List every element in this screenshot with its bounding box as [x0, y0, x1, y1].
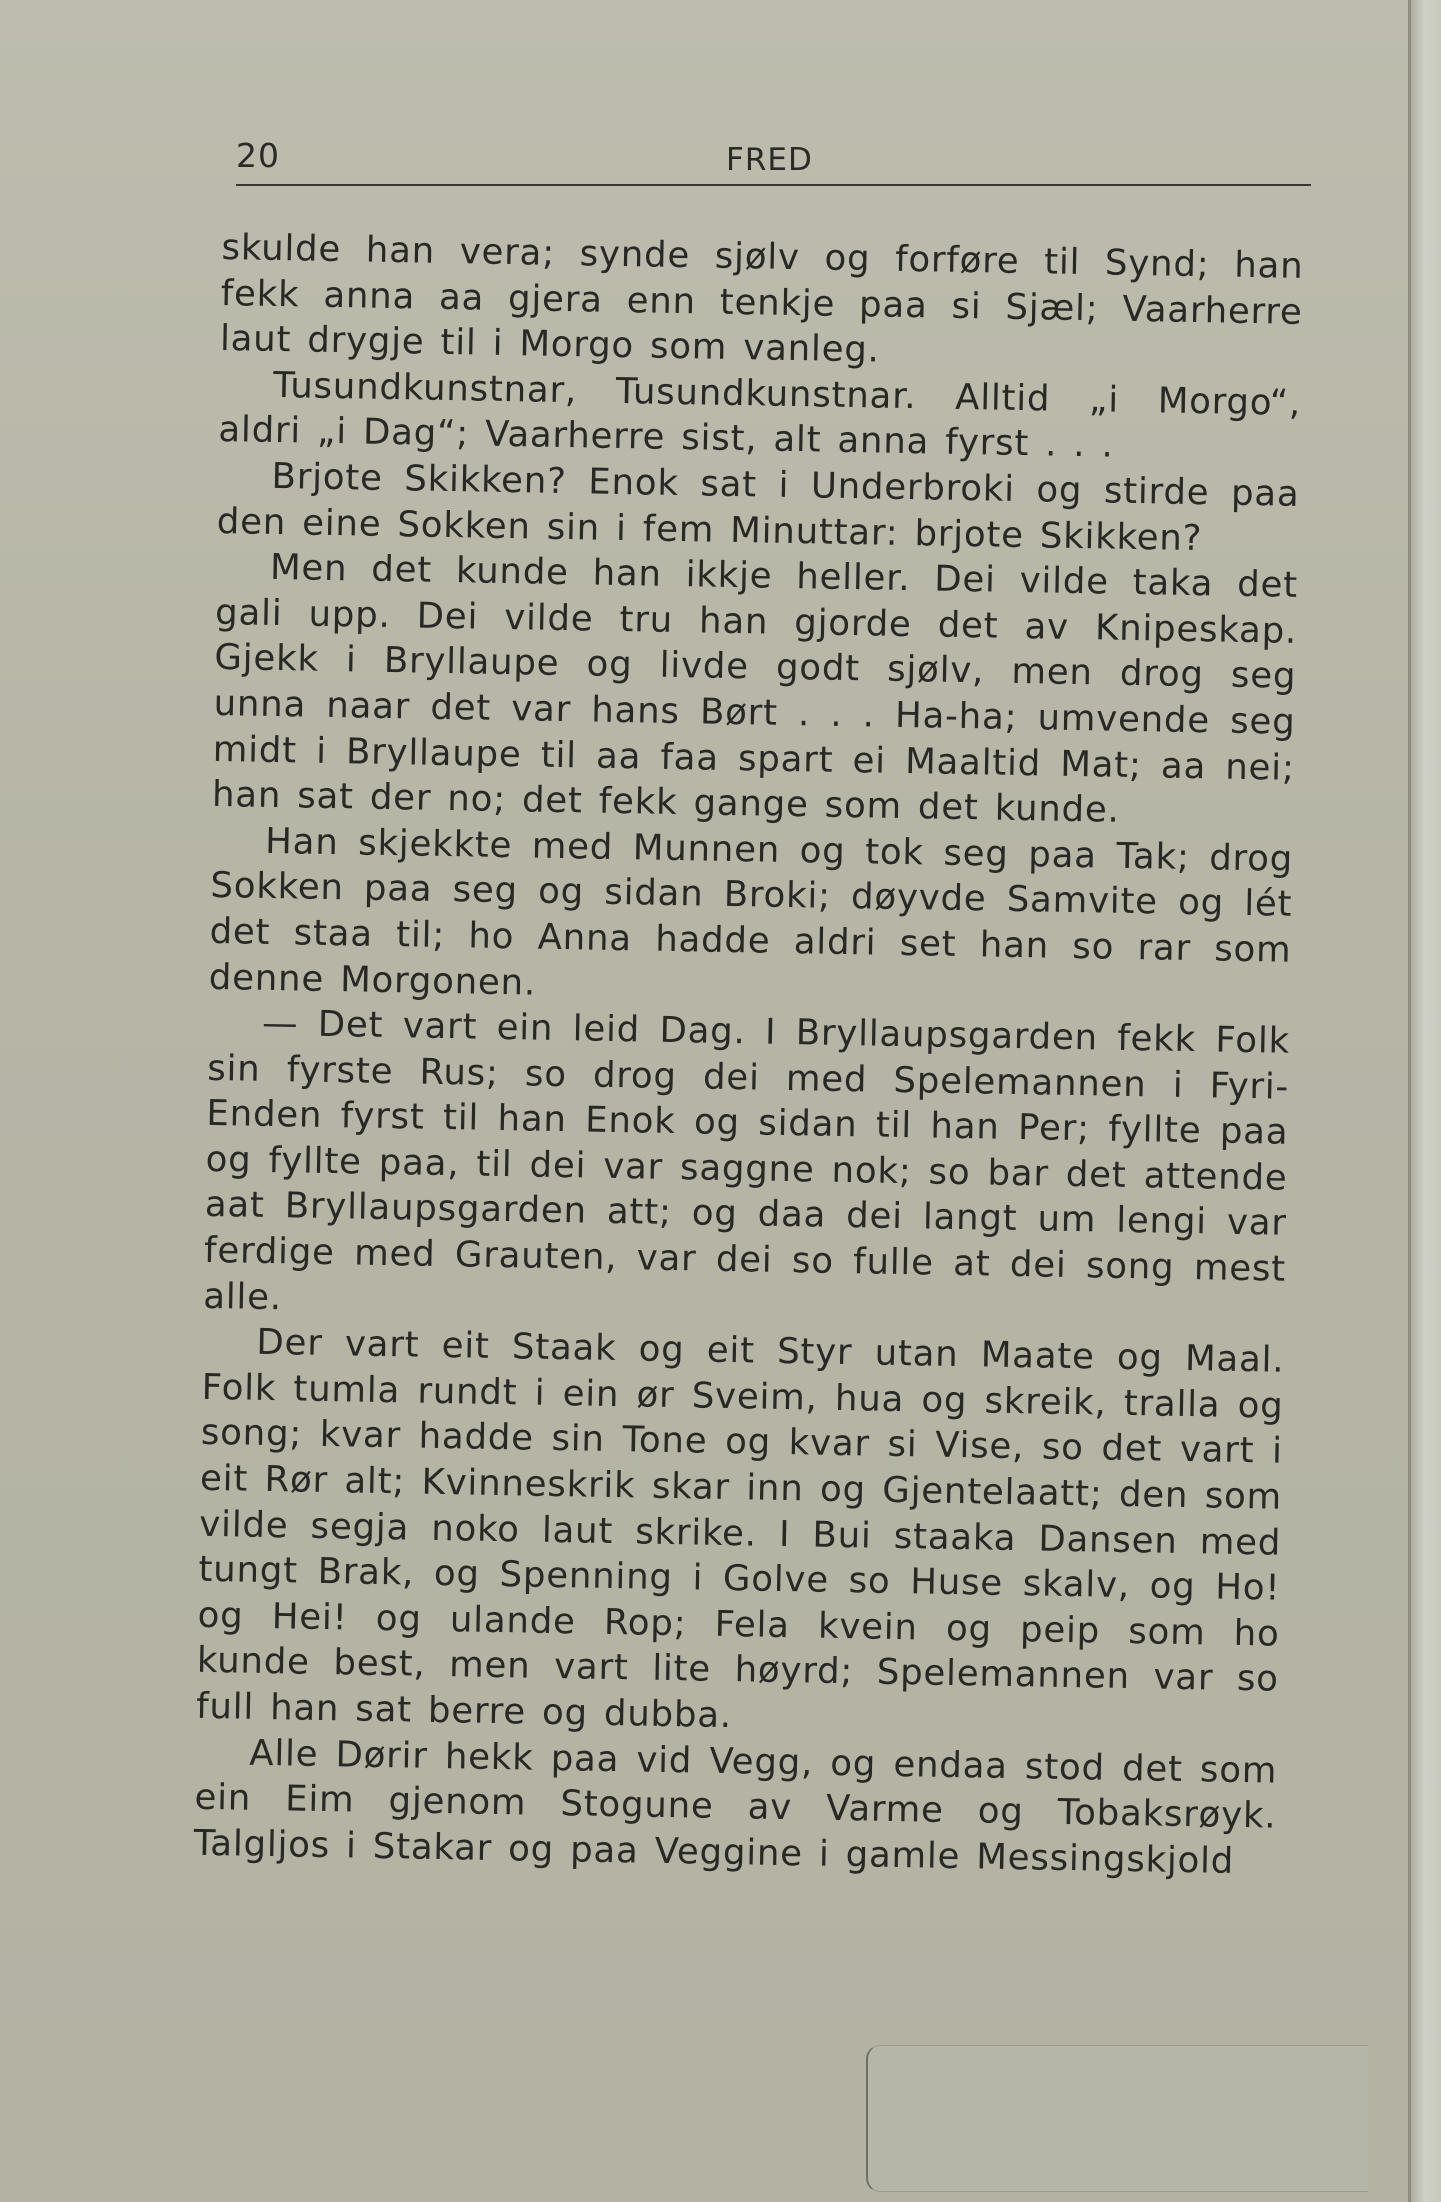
- body-text: [193, 225, 1303, 1885]
- scan-clip-mark: [866, 2045, 1368, 2192]
- page-number: 20: [236, 136, 280, 175]
- page-header: [236, 136, 1308, 176]
- paragraph: Han skjekkte med Munnen og tok seg paa Tak; drog Sokken paa seg og sidan Broki; døyvde Samvite og lét det staa til; ho Anna hadde aldri set han so rar som denne Morgonen.: [208, 820, 1294, 1004]
- paragraph: skulde han vera; synde sjølv og forføre til Synd; han fekk anna aa gjera enn tenkje paa si Sjæl; Vaarherre laut drygje til i Morgo som vanleg.: [219, 226, 1304, 371]
- header-rule: [236, 184, 1311, 186]
- paragraph: Der vart eit Staak og eit Styr utan Maate og Maal. Folk tumla rundt i ein ør Sveim, hua og skreik, tralla og song; kvar hadde sin Tone og kvar si Vise, so det vart i eit Rør alt; Kvinneskrik skar inn og Gjentelaatt; den som vilde segja noko laut skrike. I Bui staaka Dansen med tungt Brak, og Spenning i Golve so Huse skalv, og Ho! og Hei! og ulande Rop; Fela kvein og peip som ho kunde best, men vart lite høyrd; Spelemannen var so full han sat berre og dubba.: [195, 1322, 1285, 1737]
- paragraph: Men det kunde han ikkje heller. Dei vilde taka det gali upp. Dei vilde tru han gjorde det av Knipeskap. Gjekk i Bryllaupe og livde godt sjølv, men drog seg unna naar det var hans Børt . . . Ha-ha; umvende seg midt i Bryllaupe til aa faa spart ei Maaltid Mat; aa nei; han sat der no; det fekk gange som det kunde.: [211, 547, 1299, 831]
- paragraph: Brjote Skikken? Enok sat i Underbroki og stirde paa den eine Sokken sin i fem Minuttar: brjote Skikken?: [216, 455, 1300, 559]
- paragraph: Alle Dørir hekk paa vid Vegg, og endaa stod det som ein Eim gjenom Stogune av Varme og Tobaksrøyk. Talgljos i Stakar og paa Veggine i gamle Messingskjold: [193, 1732, 1278, 1882]
- running-title: FRED: [726, 142, 813, 178]
- book-spine-edge: [1411, 0, 1441, 2202]
- paragraph: — Det vart ein leid Dag. I Bryllaupsgarden fekk Folk sin fyrste Rus; so drog dei med Spelemannen i Fyri-Enden fyrst til han Enok og sidan til han Per; fyllte paa og fyllte paa, til dei var saggne nok; so bar det attende aat Bryllaupsgarden att; og daa dei langt um lengi var ferdige med Grauten, var dei so fulle at dei song mest alle.: [202, 1002, 1291, 1318]
- paragraph: Tusundkunstnar, Tusundkunstnar. Alltid „i Morgo“, aldri „i Dag“; Vaarherre sist, alt anna fyrst . . .: [218, 364, 1302, 466]
